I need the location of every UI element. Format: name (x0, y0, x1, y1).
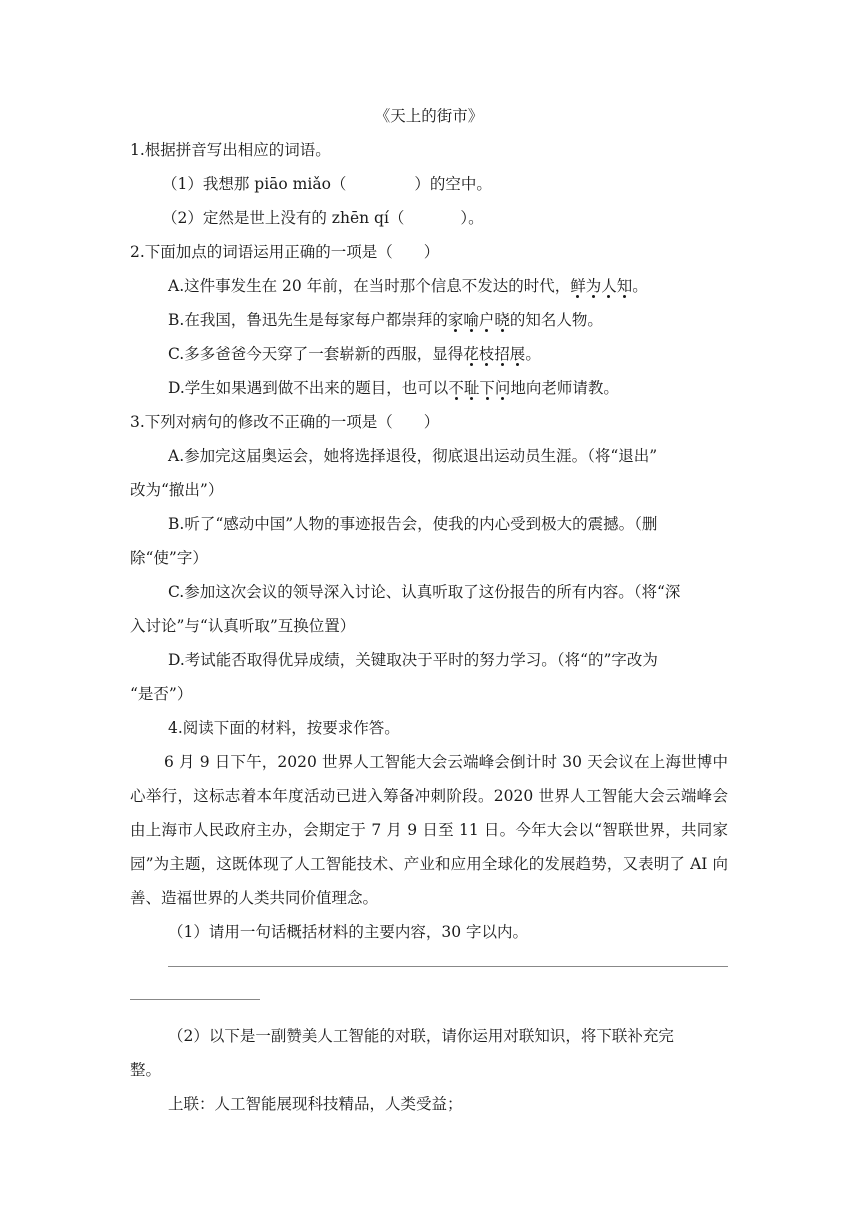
dotted-char: 问 (494, 379, 511, 397)
question-1-item-2-end: ）。 (460, 209, 484, 227)
dotted-char: 下 (479, 379, 495, 397)
question-3-option-b-line-2: 除“使”字） (130, 549, 208, 567)
question-1-item-1-text: （1）我想那 piāo miǎo（ (162, 175, 347, 193)
dotted-word (570, 277, 632, 295)
dotted-char: 枝 (478, 345, 495, 363)
worksheet-page (130, 0, 728, 1216)
dotted-char: 晓 (494, 311, 510, 329)
question-3-option-a-line-2: 改为“撤出”） (130, 481, 224, 499)
option-text-end: 地向老师请教。 (510, 379, 619, 397)
dotted-char: 为 (585, 277, 602, 295)
dotted-char: 招 (494, 345, 510, 363)
question-3-option-d-line-2: “是否”） (130, 685, 193, 703)
dotted-char: 不 (448, 379, 464, 397)
question-4-stem: 4.阅读下面的材料，按要求作答。 (168, 719, 400, 737)
question-2-stem: 2.下面加点的词语运用正确的一项是（ ） (130, 243, 440, 261)
option-text: C.多多爸爸今天穿了一套崭新的西服，显得 (168, 345, 464, 363)
question-1-item-1-end: ）的空中。 (414, 175, 492, 193)
dotted-char: 知 (616, 277, 633, 295)
option-text: A.这件事发生在 20 年前，在当时那个信息不发达的时代， (168, 277, 571, 295)
question-2-option-b (168, 303, 603, 337)
question-1-stem: 1.根据拼音写出相应的词语。 (130, 141, 331, 159)
option-text: D.学生如果遇到做不出来的题目，也可以 (168, 379, 449, 397)
dotted-word (448, 311, 510, 329)
dotted-word (448, 379, 510, 397)
dotted-char: 家 (447, 311, 464, 329)
page-title: 《天上的街市》 (374, 107, 484, 125)
option-text-end: 的知名人物。 (509, 311, 603, 329)
question-2-option-a (168, 269, 648, 303)
question-3-option-a-line-1: A.参加完这届奥运会，她将选择退役，彻底退出运动员生涯。（将“退出” (168, 447, 658, 465)
question-4-item-2-line-1: （2）以下是一副赞美人工智能的对联，请你运用对联知识，将下联补充完 (168, 1027, 674, 1045)
question-3-stem: 3.下列对病句的修改不正确的一项是（ ） (130, 413, 440, 431)
option-text-end: 。 (632, 277, 648, 295)
dotted-char: 喻 (463, 311, 479, 329)
question-4-item-1: （1）请用一句话概括材料的主要内容，30 字以内。 (168, 923, 529, 941)
question-1-item-2-text: （2）定然是世上没有的 zhēn qí（ (162, 209, 405, 227)
dotted-char: 展 (509, 345, 526, 363)
dotted-char: 鲜 (570, 277, 586, 295)
dotted-char: 耻 (463, 379, 480, 397)
dotted-char: 人 (601, 277, 617, 295)
option-text-end: 。 (525, 345, 541, 363)
question-3-option-c-line-2: 入讨论”与“认真听取”互换位置） (130, 617, 356, 635)
question-3-option-b-line-1: B.听了“感动中国”人物的事迹报告会，使我的内心受到极大的震撼。（删 (168, 515, 658, 533)
option-text: B.在我国，鲁迅先生是每家每户都崇拜的 (168, 311, 448, 329)
couplet-upper-line: 上联：人工智能展现科技精品，人类受益； (168, 1095, 463, 1113)
question-2-option-d (168, 371, 619, 405)
answer-line-continued (130, 999, 260, 1000)
dotted-char: 户 (478, 311, 495, 329)
question-3-option-c-line-1: C.参加这次会议的领导深入讨论、认真听取了这份报告的所有内容。（将“深 (168, 583, 681, 601)
question-1-item-1 (162, 167, 492, 201)
question-3-option-d-line-1: D.考试能否取得优异成绩，关键取决于平时的努力学习。（将“的”字改为 (168, 651, 658, 669)
question-2-option-c (168, 337, 541, 371)
question-4-item-2-line-2: 整。 (130, 1061, 162, 1079)
answer-line (168, 966, 728, 967)
dotted-word (463, 345, 525, 363)
reading-material: 6 月 9 日下午，2020 世界人工智能大会云端峰会倒计时 30 天会议在上海世博中心举行，这标志着本年度活动已进入筹备冲刺阶段。2020 世界人工智能大会云端峰会由上海市人民政府主办，会期定于 7 月 9 日至 11 日。今年大会以“智联世界，共同家园”为主题，这既体现了人工智能技术、产业和应用全球化的发展趋势，又表明了 AI 向善、造福世界的人类共同价值理念。 (130, 753, 728, 907)
question-1-item-2 (162, 201, 484, 235)
dotted-char: 花 (463, 345, 479, 363)
